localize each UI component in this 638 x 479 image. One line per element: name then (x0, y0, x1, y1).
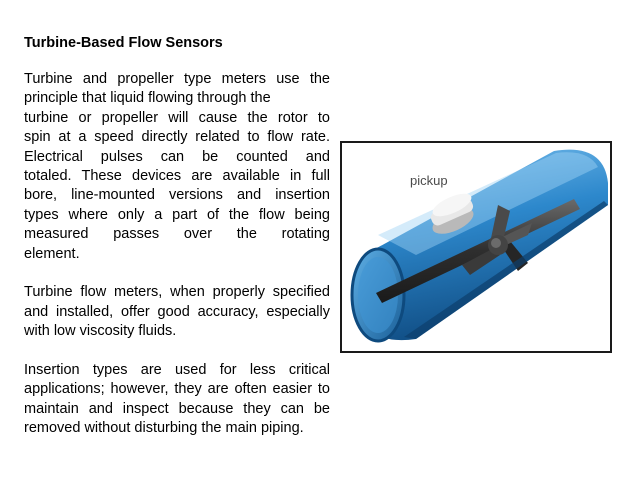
paragraph-line: spin at a speed directly related to flow rate. (24, 129, 330, 146)
paragraph-line: measured passes over the rotating (24, 226, 330, 243)
paragraph-line: types where only a part of the flow being (24, 206, 330, 223)
paragraph-line: principle that liquid flowing through the (24, 90, 271, 107)
body-text (24, 70, 330, 439)
turbine-pipe-drawing (342, 143, 610, 351)
paragraph-line: bore, line-mounted versions and insertion (24, 187, 330, 204)
paragraph-line: element. (24, 245, 80, 262)
paragraph-line: Turbine and propeller type meters use the (24, 71, 330, 87)
section-heading: Turbine-Based Flow Sensors (24, 35, 223, 51)
paragraph-line: totaled. These devices are available in full (24, 168, 330, 185)
paragraph-insertion: Insertion types are used for less critical applications; however, they are often easier to maintain and inspect because they can be removed without disturbing the main piping. (24, 362, 330, 437)
paragraph-principle (24, 70, 330, 264)
paragraph-line: Electrical pulses can be counted and (24, 148, 330, 165)
turbine-sensor-illustration (340, 141, 612, 353)
pickup-label: pickup (410, 173, 448, 188)
paragraph-accuracy: Turbine flow meters, when properly specified and installed, offer good accuracy, especially with low viscosity fluids. (24, 284, 330, 340)
paragraph-line: turbine or propeller will cause the rotor to (24, 109, 330, 126)
